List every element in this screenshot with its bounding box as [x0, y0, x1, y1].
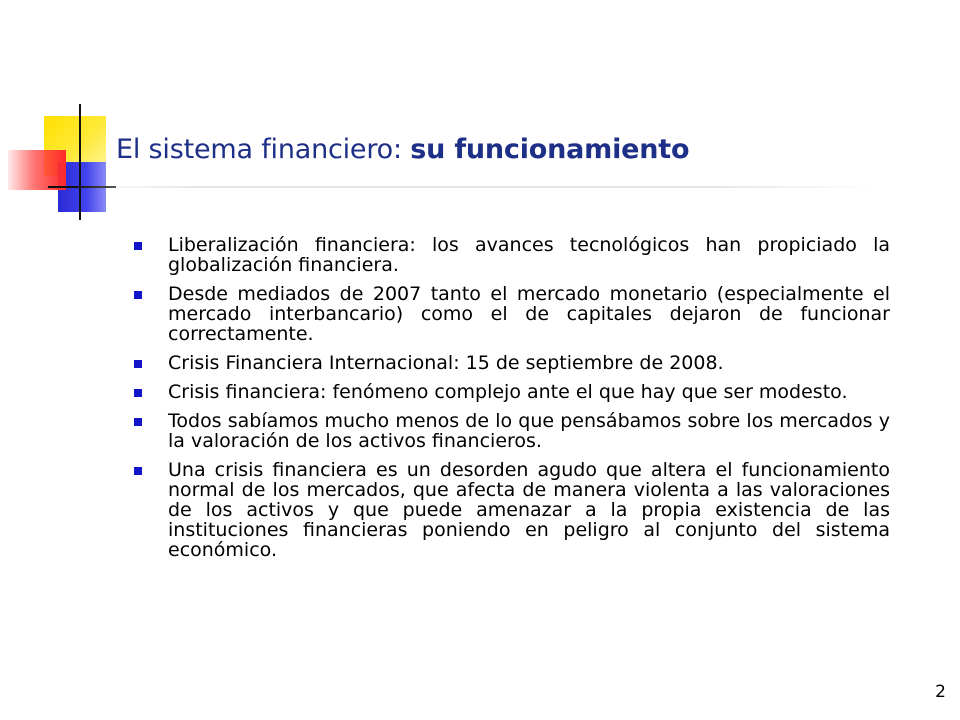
bullet-item — [134, 235, 890, 275]
slide-logo — [0, 100, 130, 220]
slide-title-bold: su funcionamiento — [410, 134, 690, 165]
bullet-text: Liberalización financiera: los avances tecnológicos han propiciado la globalización financiera. — [168, 234, 890, 276]
slide-title — [116, 134, 689, 165]
bullet-marker-icon — [134, 418, 142, 426]
bullet-marker-icon — [134, 360, 142, 368]
bullet-item — [134, 353, 890, 373]
bullet-item — [134, 382, 890, 402]
bullet-text: Crisis Financiera Internacional: 15 de septiembre de 2008. — [168, 352, 724, 374]
bullet-item — [134, 284, 890, 344]
bullet-text: Todos sabíamos mucho menos de lo que pensábamos sobre los mercados y la valoración de los activos financieros. — [168, 410, 890, 452]
logo-vertical-line — [79, 104, 81, 220]
bullet-text: Desde mediados de 2007 tanto el mercado monetario (especialmente el mercado interbancario) como el de capitales dejaron de funcionar correctamente. — [168, 283, 890, 345]
bullet-item — [134, 411, 890, 451]
bullet-text: Crisis financiera: fenómeno complejo ante el que hay que ser modesto. — [168, 381, 848, 403]
bullet-item — [134, 460, 890, 560]
bullet-marker-icon — [134, 467, 142, 475]
bullet-text: Una crisis financiera es un desorden agudo que altera el funcionamiento normal de los mercados, que afecta de manera violenta a las valoraciones de los activos y que puede amenazar a la propia existencia de las instituciones financieras poniendo en peligro al conjunto del sistema económico. — [168, 459, 890, 561]
title-divider — [76, 186, 876, 188]
bullet-list — [134, 235, 890, 569]
bullet-marker-icon — [134, 242, 142, 250]
page-number: 2 — [935, 682, 946, 702]
bullet-marker-icon — [134, 389, 142, 397]
bullet-marker-icon — [134, 291, 142, 299]
slide-title-regular: El sistema financiero: — [116, 134, 411, 165]
logo-red-square — [8, 150, 66, 190]
